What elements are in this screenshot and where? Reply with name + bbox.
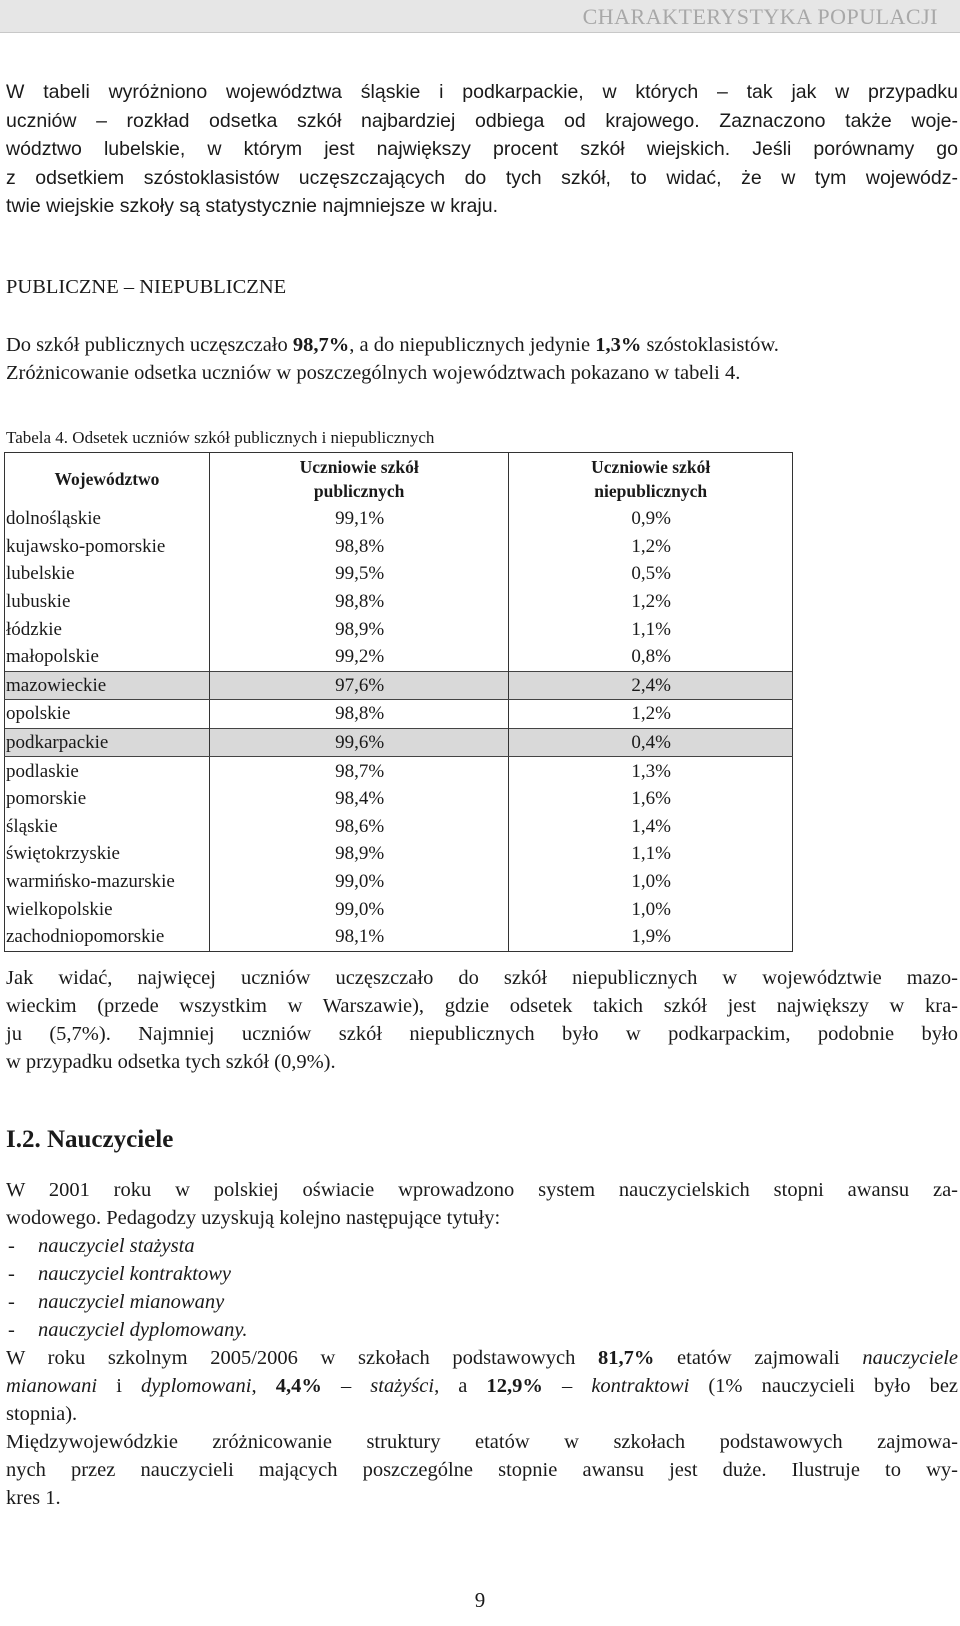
- public-paragraph: [6, 331, 958, 387]
- list-item: [6, 1316, 248, 1344]
- paragraph-line: ju (5,7%). Najmniej uczniów szkół niepublicznych było w podkarpackim, podobnie było: [6, 1023, 958, 1045]
- public-share-cell: 99,6%: [209, 728, 509, 757]
- table-row: [5, 700, 793, 729]
- text: –: [542, 1375, 592, 1397]
- text: i: [97, 1375, 142, 1397]
- text: , a: [434, 1375, 487, 1397]
- table-row: [5, 895, 793, 923]
- nonpublic-share-cell: 1,1%: [509, 840, 793, 868]
- stat-value: 12,9%: [486, 1375, 543, 1397]
- public-share-cell: 97,6%: [209, 671, 509, 700]
- table-row: [5, 757, 793, 785]
- dash: -: [8, 1263, 15, 1285]
- nonpublic-share-cell: 2,4%: [509, 671, 793, 700]
- table-body: [5, 505, 793, 951]
- public-share-cell: 98,1%: [209, 923, 509, 951]
- nonpublic-share-cell: 0,5%: [509, 560, 793, 588]
- public-share-cell: 98,8%: [209, 700, 509, 729]
- text: ,: [251, 1375, 276, 1397]
- public-share-cell: 98,9%: [209, 615, 509, 643]
- nonpublic-share-cell: 1,0%: [509, 868, 793, 896]
- voivodeship-cell: pomorskie: [5, 785, 210, 813]
- paragraph-line: kres 1.: [6, 1487, 61, 1509]
- list-item: [6, 1232, 248, 1260]
- public-share-cell: 99,1%: [209, 505, 509, 533]
- term: nauczyciele: [862, 1347, 958, 1369]
- page-number: 9: [474, 1588, 486, 1612]
- table-row: [5, 840, 793, 868]
- column-header-nonpublic: Uczniowie szkół niepublicznych: [509, 453, 793, 506]
- table-row: [5, 868, 793, 896]
- running-header: [0, 0, 960, 33]
- list-item: [6, 1260, 248, 1288]
- public-share-cell: 98,7%: [209, 757, 509, 785]
- voivodeship-cell: podlaskie: [5, 757, 210, 785]
- voivodeship-cell: śląskie: [5, 813, 210, 841]
- voivodeship-cell: dolnośląskie: [5, 505, 210, 533]
- intro-line: z odsetkiem szóstoklasistów uczęszczających do tych szkół, to widać, że w tym wojewódz-: [6, 166, 958, 189]
- nonpublic-share-cell: 0,8%: [509, 643, 793, 671]
- paragraph-line: Międzywojewódzkie zróżnicowanie struktury etatów w szkołach podstawowych zajmowa-: [6, 1431, 958, 1453]
- header-title: CHARAKTERYSTYKA POPULACJI: [582, 4, 938, 29]
- nonpublic-share-cell: 1,2%: [509, 588, 793, 616]
- voivodeship-cell: podkarpackie: [5, 728, 210, 757]
- public-share-cell: 98,9%: [209, 840, 509, 868]
- schools-table: [4, 452, 793, 952]
- nonpublic-share-cell: 1,4%: [509, 813, 793, 841]
- nonpublic-share-cell: 1,2%: [509, 533, 793, 561]
- table-row: [5, 728, 793, 757]
- column-header-voivodeship: Województwo: [5, 453, 210, 506]
- text: (1% nauczycieli było bez: [689, 1375, 959, 1397]
- voivodeship-cell: małopolskie: [5, 643, 210, 671]
- intro-line: twie wiejskie szkoły są statystycznie najmniejsze w kraju.: [6, 195, 498, 217]
- dash: -: [8, 1291, 15, 1313]
- public-share-cell: 98,8%: [209, 588, 509, 616]
- public-line-2: Zróżnicowanie odsetka uczniów w poszczególnych województwach pokazano w tabeli 4.: [6, 362, 741, 384]
- nonpublic-share-cell: 1,3%: [509, 757, 793, 785]
- teachers-intro: [6, 1176, 958, 1232]
- paragraph-line: w przypadku odsetka tych szkół (0,9%).: [6, 1051, 336, 1073]
- voivodeship-cell: lubelskie: [5, 560, 210, 588]
- voivodeship-cell: lubuskie: [5, 588, 210, 616]
- stat-value: 81,7%: [598, 1347, 655, 1369]
- term: kontraktowi: [591, 1375, 690, 1397]
- table-header-row: [5, 453, 793, 506]
- paragraph-line: [6, 1372, 958, 1400]
- intro-paragraph: [6, 78, 958, 221]
- intro-line: W tabeli wyróżniono województwa śląskie i podkarpackie, w których – tak jak w przypadku: [6, 81, 958, 103]
- voivodeship-cell: łódzkie: [5, 615, 210, 643]
- public-line-1: [6, 331, 958, 359]
- table-row: [5, 588, 793, 616]
- nonpublic-share: 1,3%: [595, 334, 642, 356]
- final-paragraph: [6, 1428, 958, 1512]
- paragraph-line: nych przez nauczycieli mających poszczególne stopnie awansu jest duże. Ilustruje to wy-: [6, 1459, 958, 1481]
- public-share-cell: 99,2%: [209, 643, 509, 671]
- dash: -: [8, 1235, 15, 1257]
- intro-line: uczniów – rozkład odsetka szkół najbardziej odbiega od krajowego. Zaznaczono także woje-: [6, 109, 958, 132]
- public-share-cell: 99,0%: [209, 868, 509, 896]
- title-item: nauczyciel stażysta: [38, 1235, 195, 1257]
- section-heading: PUBLICZNE – NIEPUBLICZNE: [6, 276, 287, 298]
- public-share-cell: 98,4%: [209, 785, 509, 813]
- voivodeship-cell: świętokrzyskie: [5, 840, 210, 868]
- term: dyplomowani: [141, 1375, 252, 1397]
- nonpublic-share-cell: 1,9%: [509, 923, 793, 951]
- stat-value: 4,4%: [275, 1375, 322, 1397]
- table-row: [5, 671, 793, 700]
- section-title: I.2. Nauczyciele: [6, 1126, 174, 1153]
- table-row: [5, 505, 793, 533]
- text: , a do niepublicznych jedynie: [349, 334, 596, 356]
- title-item: nauczyciel mianowany: [38, 1291, 225, 1313]
- nonpublic-share-cell: 1,0%: [509, 895, 793, 923]
- term: stażyści: [370, 1375, 435, 1397]
- text: Do szkół publicznych uczęszczało: [6, 334, 293, 356]
- title-item: nauczyciel kontraktowy: [38, 1263, 231, 1285]
- voivodeship-cell: mazowieckie: [5, 671, 210, 700]
- dash: -: [8, 1319, 15, 1341]
- table-row: [5, 643, 793, 671]
- stats-paragraph: [6, 1344, 958, 1428]
- public-share-cell: 98,8%: [209, 533, 509, 561]
- paragraph-line: W 2001 roku w polskiej oświacie wprowadzono system nauczycielskich stopni awansu za-: [6, 1179, 958, 1201]
- voivodeship-cell: kujawsko-pomorskie: [5, 533, 210, 561]
- voivodeship-cell: opolskie: [5, 700, 210, 729]
- term: mianowani: [6, 1375, 98, 1397]
- column-header-public: Uczniowie szkół publicznych: [209, 453, 509, 506]
- table-row: [5, 813, 793, 841]
- table-row: [5, 615, 793, 643]
- paragraph-line: wodowego. Pedagodzy uzyskują kolejno następujące tytuły:: [6, 1207, 501, 1229]
- nonpublic-share-cell: 1,6%: [509, 785, 793, 813]
- public-share-cell: 99,5%: [209, 560, 509, 588]
- paragraph-line: wieckim (przede wszystkim w Warszawie), gdzie odsetek takich szkół jest największy w kra-: [6, 995, 958, 1017]
- text: –: [321, 1375, 371, 1397]
- nonpublic-share-cell: 1,2%: [509, 700, 793, 729]
- titles-list: [6, 1232, 248, 1344]
- paragraph-line: stopnia).: [6, 1403, 78, 1425]
- public-share: 98,7%: [292, 334, 350, 356]
- table-row: [5, 923, 793, 951]
- text: szóstoklasistów.: [641, 334, 779, 356]
- nonpublic-share-cell: 0,4%: [509, 728, 793, 757]
- voivodeship-cell: zachodniopomorskie: [5, 923, 210, 951]
- table-row: [5, 560, 793, 588]
- public-share-cell: 99,0%: [209, 895, 509, 923]
- title-item: nauczyciel dyplomowany.: [38, 1319, 248, 1341]
- nonpublic-share-cell: 0,9%: [509, 505, 793, 533]
- text: etatów zajmowali: [654, 1347, 863, 1369]
- after-table-paragraph: [6, 964, 958, 1076]
- table-caption: Tabela 4. Odsetek uczniów szkół publicznych i niepublicznych: [6, 428, 435, 447]
- voivodeship-cell: warmińsko-mazurskie: [5, 868, 210, 896]
- text: W roku szkolnym 2005/2006 w szkołach podstawowych: [6, 1347, 599, 1369]
- intro-line: wództwo lubelskie, w którym jest największy procent szkół wiejskich. Jeśli porównamy go: [6, 138, 958, 160]
- public-share-cell: 98,6%: [209, 813, 509, 841]
- voivodeship-cell: wielkopolskie: [5, 895, 210, 923]
- paragraph-line: Jak widać, najwięcej uczniów uczęszczało do szkół niepublicznych w województwie mazo-: [6, 967, 958, 989]
- list-item: [6, 1288, 248, 1316]
- table-row: [5, 533, 793, 561]
- table-row: [5, 785, 793, 813]
- paragraph-line: [6, 1344, 958, 1372]
- nonpublic-share-cell: 1,1%: [509, 615, 793, 643]
